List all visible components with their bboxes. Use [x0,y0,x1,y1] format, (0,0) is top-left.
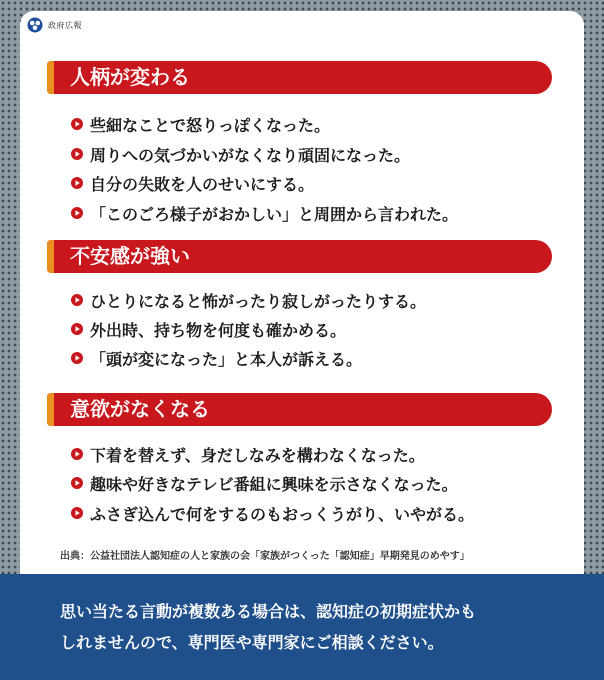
list-item-text: ふさぎ込んで何をするのもおっくうがり、いやがる。 [90,504,475,524]
list-item-text: 「頭が変になった」と本人が訴える。 [90,349,363,369]
section-title: 人柄が変わる [70,65,190,89]
government-logo-icon [27,17,43,33]
list-item [71,201,458,225]
list-item [71,112,330,136]
bullet-icon [71,294,83,306]
list-item-text: 下着を替えず、身だしなみを構わなくなった。 [90,445,425,465]
bullet-icon [71,323,83,335]
list-item-text: 些細なことで怒りっぽくなった。 [90,115,331,135]
footer-line-1: 思い当たる言動が複数ある場合は、認知症の初期症状かも [60,602,477,621]
list-item [71,501,474,525]
list-item [71,171,314,195]
list-item-text: 外出時、持ち物を何度も確かめる。 [90,320,347,340]
section-title: 意欲がなくなる [70,397,210,421]
list-item [71,442,425,466]
section-title: 不安感が強い [70,244,190,268]
source-citation: 出典：公益社団法人認知症の人と家族の会「家族がつくった「認知症」早期発見のめやす」 [60,551,470,562]
footer-line-2: しれませんので、専門医や専門家にご相談ください。 [60,633,444,652]
section-header-loss-of-motivation [47,393,552,426]
list-item [71,317,346,341]
section-accent-tab [47,240,54,273]
bullet-icon [71,118,83,130]
footer-banner [0,574,604,680]
bullet-icon [71,148,83,160]
bullet-icon [71,352,83,364]
brand-logo [27,17,82,33]
list-item-text: 「このごろ様子がおかしい」と周囲から言われた。 [90,204,459,224]
section-header-personality-change [47,61,552,94]
list-item-text: 自分の失敗を人のせいにする。 [90,174,315,194]
list-item-text: ひとりになると怖がったり寂しがったりする。 [90,291,427,311]
list-item [71,288,426,312]
list-item-text: 周りへの気づかいがなくなり頑固になった。 [90,145,411,165]
section-accent-tab [47,393,54,426]
list-item [71,142,410,166]
brand-name: 政府広報 [48,20,82,30]
section-header-strong-anxiety [47,240,552,273]
bullet-icon [71,477,83,489]
section-accent-tab [47,61,54,94]
list-item [71,471,458,495]
bullet-icon [71,507,83,519]
list-item [71,346,362,370]
bullet-icon [71,207,83,219]
list-item-text: 趣味や好きなテレビ番組に興味を示さなくなった。 [90,474,458,494]
bullet-icon [71,177,83,189]
bullet-icon [71,448,83,460]
